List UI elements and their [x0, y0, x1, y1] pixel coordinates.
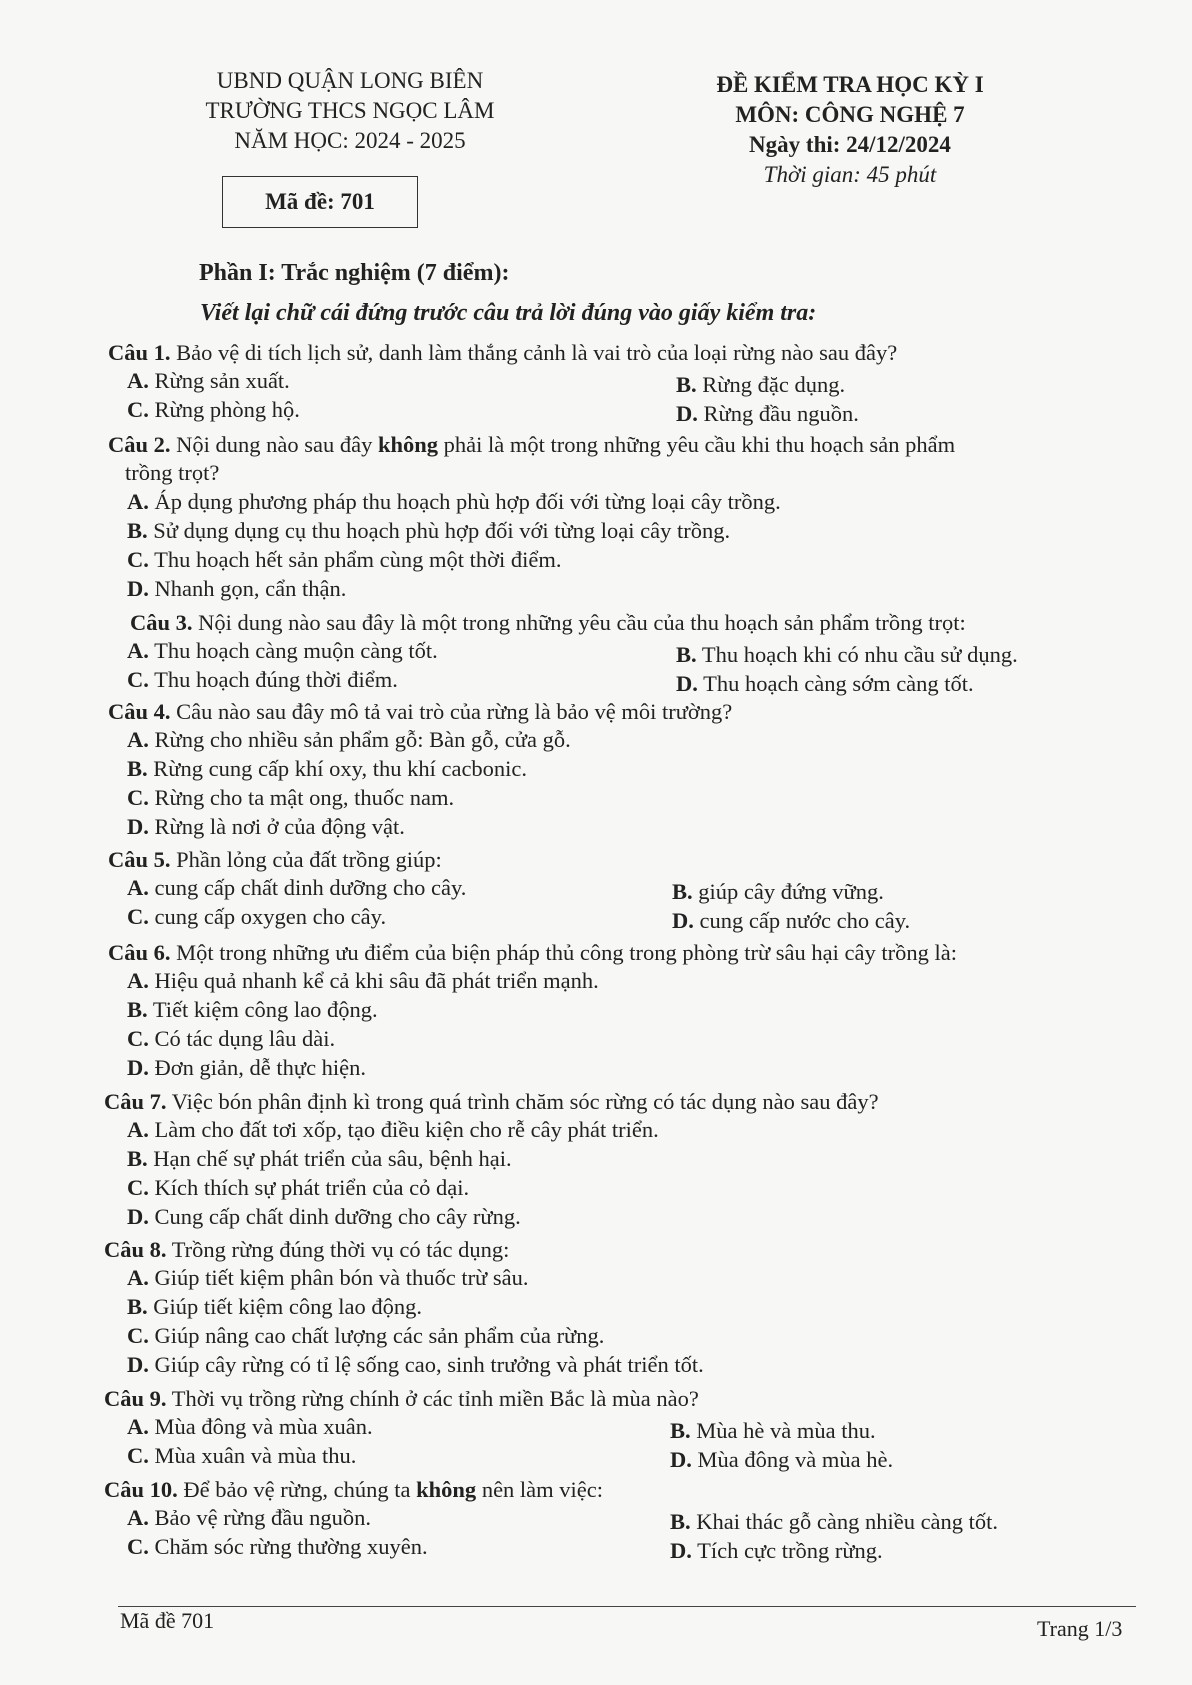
- question-9: [104, 1384, 699, 1413]
- question-emphasis: không: [416, 1477, 477, 1502]
- option-letter: C.: [127, 547, 149, 572]
- option-text: Rừng cho ta mật ong, thuốc nam.: [148, 785, 455, 810]
- option-text: Thu hoạch khi có nhu cầu sử dụng.: [696, 642, 1018, 667]
- question-1: [108, 338, 897, 367]
- option-letter: D.: [127, 1204, 149, 1229]
- question-text: Nội dung nào sau đây là một trong những yêu cầu của thu hoạch sản phẩm trồng trọt:: [192, 610, 966, 635]
- exam-code-box: Mã đề: 701: [222, 176, 418, 228]
- option-text: Giúp tiết kiệm công lao động.: [147, 1294, 422, 1319]
- option-text: Hạn chế sự phát triển của sâu, bệnh hại.: [147, 1146, 512, 1171]
- option-letter: D.: [127, 576, 149, 601]
- question-1-option-c: [127, 395, 300, 424]
- option-letter: A.: [127, 1414, 149, 1439]
- question-text: Việc bón phân định kì trong quá trình chăm sóc rừng có tác dụng nào sau đây?: [166, 1089, 879, 1114]
- option-text: Rừng sản xuất.: [148, 368, 290, 393]
- option-text: Thu hoạch hết sản phẩm cùng một thời điểm.: [148, 547, 562, 572]
- question-text: Để bảo vệ rừng, chúng ta: [177, 1477, 417, 1502]
- question-3-option-b: [676, 640, 1018, 669]
- option-text: Đơn giản, dễ thực hiện.: [148, 1055, 367, 1080]
- option-letter: A.: [127, 1505, 149, 1530]
- question-7-option-d: [127, 1202, 521, 1231]
- option-text: Rừng đặc dụng.: [696, 372, 846, 397]
- question-5-option-c: [127, 902, 386, 931]
- option-letter: B.: [127, 997, 148, 1022]
- question-6-option-c: [127, 1024, 335, 1053]
- question-text: Bảo vệ di tích lịch sử, danh làm thắng cảnh là vai trò của loại rừng nào sau đây?: [170, 340, 898, 365]
- option-letter: B.: [127, 518, 148, 543]
- option-text: Rừng phòng hộ.: [148, 397, 300, 422]
- option-letter: D.: [670, 1538, 692, 1563]
- question-5-option-d: [672, 906, 910, 935]
- option-letter: C.: [127, 1175, 149, 1200]
- question-number: Câu 4.: [108, 699, 171, 724]
- question-4-option-a: [127, 725, 571, 754]
- question-10-option-d: [670, 1536, 883, 1565]
- district-name: UBND QUẬN LONG BIÊN: [216, 68, 484, 93]
- question-6: [108, 938, 957, 967]
- question-7-option-c: [127, 1173, 469, 1202]
- question-emphasis: không: [377, 432, 439, 457]
- question-9-option-c: [127, 1441, 356, 1470]
- question-text: Thời vụ trồng rừng chính ở các tỉnh miền Bắc là mùa nào?: [166, 1386, 699, 1411]
- option-text: Áp dụng phương pháp thu hoạch phù hợp đối với từng loại cây trồng.: [148, 489, 781, 514]
- option-letter: D.: [676, 671, 698, 696]
- question-9-option-d: [670, 1445, 893, 1474]
- option-letter: B.: [127, 1294, 148, 1319]
- question-number: Câu 1.: [108, 340, 171, 365]
- footer-divider: [118, 1606, 1136, 1607]
- school-year: NĂM HỌC: 2024 - 2025: [234, 128, 466, 153]
- question-5-option-b: [672, 877, 884, 906]
- option-text: Có tác dụng lâu dài.: [148, 1026, 336, 1051]
- option-text: Khai thác gỗ càng nhiều càng tốt.: [690, 1509, 999, 1534]
- option-letter: C.: [127, 1026, 149, 1051]
- question-10-option-b: [670, 1507, 998, 1536]
- exam-title: ĐỀ KIỂM TRA HỌC KỲ I: [716, 72, 984, 97]
- question-10: [104, 1475, 603, 1504]
- question-text: Câu nào sau đây mô tả vai trò của rừng là bảo vệ môi trường?: [170, 699, 733, 724]
- footer-exam-code: Mã đề 701: [120, 1608, 215, 1633]
- option-text: Rừng đầu nguồn.: [697, 401, 859, 426]
- option-text: Sử dụng dụng cụ thu hoạch phù hợp đối với từng loại cây trồng.: [147, 518, 731, 543]
- option-text: Giúp cây rừng có tỉ lệ sống cao, sinh trưởng và phát triển tốt.: [148, 1352, 704, 1377]
- option-letter: A.: [127, 968, 149, 993]
- question-number: Câu 6.: [108, 940, 171, 965]
- option-text: giúp cây đứng vững.: [692, 879, 884, 904]
- question-2: [108, 430, 955, 459]
- option-text: cung cấp oxygen cho cây.: [148, 904, 387, 929]
- option-text: Chăm sóc rừng thường xuyên.: [148, 1534, 428, 1559]
- option-text: Giúp nâng cao chất lượng các sản phẩm của rừng.: [148, 1323, 605, 1348]
- question-number: Câu 5.: [108, 847, 171, 872]
- question-text-rest: nên làm việc:: [476, 1477, 604, 1502]
- question-8-option-c: [127, 1321, 604, 1350]
- exam-subject: MÔN: CÔNG NGHỆ 7: [735, 102, 965, 127]
- question-number: Câu 7.: [104, 1089, 167, 1114]
- question-7: [104, 1087, 879, 1116]
- question-7-option-a: [127, 1115, 659, 1144]
- question-2-option-c: [127, 545, 562, 574]
- option-text: Mùa đông và mùa xuân.: [148, 1414, 373, 1439]
- option-text: Làm cho đất tơi xốp, tạo điều kiện cho rễ cây phát triển.: [148, 1117, 659, 1142]
- exam-duration: Thời gian: 45 phút: [763, 162, 937, 187]
- option-text: Mùa đông và mùa hè.: [691, 1447, 894, 1472]
- question-number: Câu 3.: [130, 610, 193, 635]
- option-letter: A.: [127, 368, 149, 393]
- option-letter: A.: [127, 875, 149, 900]
- question-4-option-b: [127, 754, 527, 783]
- question-1-option-a: [127, 366, 290, 395]
- option-text: Mùa hè và mùa thu.: [690, 1418, 876, 1443]
- question-text: Nội dung nào sau đây: [170, 432, 378, 457]
- option-text: Nhanh gọn, cẩn thận.: [148, 576, 347, 601]
- question-3-option-a: [127, 636, 438, 665]
- option-text: Hiệu quả nhanh kể cả khi sâu đã phát triển mạnh.: [148, 968, 599, 993]
- question-3-option-c: [127, 665, 398, 694]
- question-5-option-a: [127, 873, 466, 902]
- option-text: Mùa xuân và mùa thu.: [148, 1443, 357, 1468]
- school-name: TRƯỜNG THCS NGỌC LÂM: [205, 98, 495, 123]
- option-text: cung cấp nước cho cây.: [693, 908, 911, 933]
- question-8-option-b: [127, 1292, 422, 1321]
- question-10-option-c: [127, 1532, 428, 1561]
- option-text: Cung cấp chất dinh dưỡng cho cây rừng.: [148, 1204, 521, 1229]
- option-letter: A.: [127, 1117, 149, 1142]
- option-letter: B.: [127, 756, 148, 781]
- question-number: Câu 2.: [108, 432, 171, 457]
- option-letter: C.: [127, 904, 149, 929]
- question-10-option-a: [127, 1503, 371, 1532]
- question-number: Câu 9.: [104, 1386, 167, 1411]
- question-1-option-d: [676, 399, 859, 428]
- option-letter: A.: [127, 727, 149, 752]
- option-text: Rừng cung cấp khí oxy, thu khí cacbonic.: [147, 756, 528, 781]
- option-text: Kích thích sự phát triển của cỏ dại.: [148, 1175, 470, 1200]
- option-text: Thu hoạch càng muộn càng tốt.: [148, 638, 438, 663]
- option-letter: D.: [670, 1447, 692, 1472]
- exam-header: [660, 70, 1040, 190]
- question-2-option-b: [127, 516, 730, 545]
- question-6-option-d: [127, 1053, 366, 1082]
- question-number: Câu 8.: [104, 1237, 167, 1262]
- question-2-option-a: [127, 487, 781, 516]
- option-letter: C.: [127, 785, 149, 810]
- option-letter: D.: [672, 908, 694, 933]
- option-letter: A.: [127, 638, 149, 663]
- option-text: cung cấp chất dinh dưỡng cho cây.: [148, 875, 467, 900]
- question-1-option-b: [676, 370, 845, 399]
- option-text: Thu hoạch càng sớm càng tốt.: [697, 671, 974, 696]
- option-letter: C.: [127, 1443, 149, 1468]
- option-letter: B.: [670, 1418, 691, 1443]
- question-9-option-b: [670, 1416, 876, 1445]
- option-letter: D.: [127, 1352, 149, 1377]
- option-text: Giúp tiết kiệm phân bón và thuốc trừ sâu.: [148, 1265, 529, 1290]
- option-letter: C.: [127, 397, 149, 422]
- option-letter: D.: [127, 1055, 149, 1080]
- option-letter: B.: [670, 1509, 691, 1534]
- question-6-option-b: [127, 995, 378, 1024]
- school-header: [140, 66, 560, 156]
- question-4-option-d: [127, 812, 405, 841]
- question-4-option-c: [127, 783, 454, 812]
- question-3-option-d: [676, 669, 974, 698]
- question-text: Trồng rừng đúng thời vụ có tác dụng:: [166, 1237, 510, 1262]
- question-text: Phần lỏng của đất trồng giúp:: [170, 847, 442, 872]
- option-letter: D.: [676, 401, 698, 426]
- option-text: Rừng cho nhiều sản phẩm gỗ: Bàn gỗ, cửa gỗ.: [148, 727, 571, 752]
- question-number: Câu 10.: [104, 1477, 178, 1502]
- part-instruction: Viết lại chữ cái đứng trước câu trả lời đúng vào giấy kiểm tra:: [200, 300, 817, 326]
- option-letter: C.: [127, 1323, 149, 1348]
- footer-page-number: Trang 1/3: [1037, 1616, 1123, 1641]
- question-2-continuation: trồng trọt?: [125, 460, 220, 485]
- question-text: Một trong những ưu điểm của biện pháp thủ công trong phòng trừ sâu hại cây trồng là:: [170, 940, 957, 965]
- option-letter: B.: [127, 1146, 148, 1171]
- option-letter: A.: [127, 489, 149, 514]
- question-2-option-d: [127, 574, 346, 603]
- question-8: [104, 1235, 509, 1264]
- question-8-option-d: [127, 1350, 704, 1379]
- question-8-option-a: [127, 1263, 529, 1292]
- option-letter: C.: [127, 667, 149, 692]
- option-letter: B.: [676, 372, 697, 397]
- option-text: Tích cực trồng rừng.: [691, 1538, 883, 1563]
- question-7-option-b: [127, 1144, 512, 1173]
- exam-date: Ngày thi: 24/12/2024: [749, 132, 951, 157]
- option-letter: C.: [127, 1534, 149, 1559]
- option-letter: B.: [676, 642, 697, 667]
- option-text: Rừng là nơi ở của động vật.: [148, 814, 405, 839]
- question-4: [108, 697, 732, 726]
- option-letter: D.: [127, 814, 149, 839]
- option-letter: B.: [672, 879, 693, 904]
- question-9-option-a: [127, 1412, 373, 1441]
- question-6-option-a: [127, 966, 599, 995]
- part-title: Phần I: Trắc nghiệm (7 điểm):: [199, 260, 510, 286]
- option-text: Bảo vệ rừng đầu nguồn.: [148, 1505, 372, 1530]
- question-text-rest: phải là một trong những yêu cầu khi thu hoạch sản phẩm: [438, 432, 956, 457]
- question-5: [108, 845, 442, 874]
- question-3: [130, 608, 966, 637]
- option-text: Tiết kiệm công lao động.: [147, 997, 378, 1022]
- option-letter: A.: [127, 1265, 149, 1290]
- option-text: Thu hoạch đúng thời điểm.: [148, 667, 398, 692]
